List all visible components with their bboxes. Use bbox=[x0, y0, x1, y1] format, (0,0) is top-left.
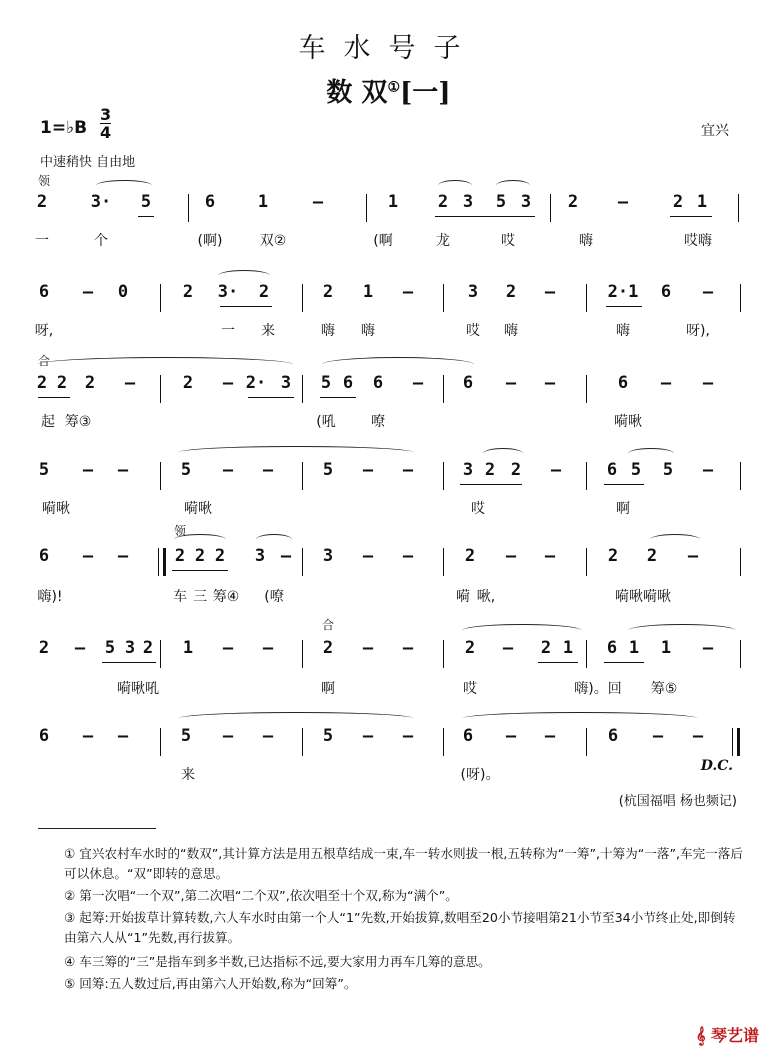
footnote-4: ④ 车三筹的“三”是指车到多半数,已达指标不远,要大家用力再车几筹的意思。 bbox=[64, 954, 491, 969]
lyrics-row-2 bbox=[34, 320, 743, 340]
note: 6 bbox=[462, 726, 474, 746]
note: 6 bbox=[372, 373, 384, 393]
underline bbox=[670, 216, 712, 217]
song-subtitle bbox=[0, 72, 777, 109]
note: 1 bbox=[182, 638, 194, 658]
note: – bbox=[402, 726, 414, 746]
note: – bbox=[412, 373, 424, 393]
subtitle-suffix: [一] bbox=[400, 78, 451, 108]
barline bbox=[738, 194, 739, 222]
note: 5 bbox=[104, 638, 116, 658]
meter-bottom: 4 bbox=[100, 123, 112, 142]
barline bbox=[188, 194, 189, 222]
note: 3 bbox=[462, 460, 474, 480]
barline bbox=[586, 462, 587, 490]
note: – bbox=[702, 373, 714, 393]
underline bbox=[138, 216, 154, 217]
lyric: 嗬啾 bbox=[184, 501, 212, 517]
barline bbox=[160, 640, 161, 668]
note: 5 bbox=[180, 460, 192, 480]
note: 2 bbox=[540, 638, 552, 658]
note: 2 bbox=[464, 638, 476, 658]
note: – bbox=[702, 282, 714, 302]
note: 3 bbox=[124, 638, 136, 658]
barline bbox=[586, 284, 587, 312]
note: – bbox=[702, 638, 714, 658]
note: – bbox=[402, 460, 414, 480]
logo-text: 琴艺谱 bbox=[710, 1026, 759, 1045]
note: – bbox=[505, 546, 517, 566]
lyrics-row-1 bbox=[35, 230, 743, 250]
slur bbox=[650, 534, 700, 545]
slur bbox=[462, 624, 582, 637]
slur bbox=[256, 534, 292, 545]
lyric: 嘹 bbox=[371, 414, 385, 430]
note: – bbox=[222, 726, 234, 746]
role-mark: 领 bbox=[174, 524, 187, 538]
underline bbox=[460, 484, 522, 485]
barline bbox=[740, 462, 741, 490]
lyric: (嘹 bbox=[264, 589, 284, 605]
lyric: 哎嗨 bbox=[684, 233, 712, 249]
barline bbox=[550, 194, 551, 222]
barline bbox=[302, 640, 303, 668]
lyric: 哎 bbox=[466, 323, 480, 339]
lyric: 筹④ bbox=[212, 589, 240, 605]
note: – bbox=[312, 192, 324, 212]
footnote-3: ③ 起筹:开始拔草计算转数,六人车水时由第一个人“1”先数,开始拔算,数唱至20小节接唱第21小节至34小节终止处,即倒转由第六人从“1”先数,再行拔算。 bbox=[64, 910, 736, 945]
note: 2 bbox=[437, 192, 449, 212]
note: – bbox=[505, 726, 517, 746]
note: 5 bbox=[180, 726, 192, 746]
staff-row-5 bbox=[38, 546, 743, 580]
footnote-1: ① 宜兴农村车水时的“数双”,其计算方法是用五根草结成一束,车一转水则拔一根,五转称为“一筹”,十筹为“一落”,车完一落后可以休息。“双”即转的意思。 bbox=[64, 846, 743, 881]
lyric: 起 bbox=[41, 414, 55, 430]
note: 2 bbox=[38, 638, 50, 658]
note: 6 bbox=[342, 373, 354, 393]
note: – bbox=[402, 546, 414, 566]
note: 2 bbox=[174, 546, 186, 566]
key-signature: 1=♭B bbox=[40, 118, 88, 138]
time-signature bbox=[100, 106, 111, 141]
note: 2 bbox=[505, 282, 517, 302]
lyric: 哎 bbox=[463, 681, 477, 697]
note: 2 bbox=[258, 282, 270, 302]
slur bbox=[178, 712, 414, 725]
lyric: 双② bbox=[259, 233, 287, 249]
underline bbox=[606, 306, 642, 307]
lyrics-row-5 bbox=[38, 586, 743, 606]
note: 2 bbox=[672, 192, 684, 212]
lyric: 来 bbox=[261, 323, 275, 339]
footnote-5: ⑤ 回筹:五人数过后,再由第六人开始数,称为“回筹”。 bbox=[64, 976, 357, 991]
slur bbox=[38, 357, 293, 372]
note: 5 bbox=[320, 373, 332, 393]
note: 1 bbox=[362, 282, 374, 302]
barline bbox=[443, 284, 444, 312]
note: – bbox=[280, 546, 292, 566]
lyric: 三 bbox=[193, 589, 207, 605]
note: 2 bbox=[182, 282, 194, 302]
region-label: 宜兴 bbox=[701, 123, 729, 139]
logo-icon: 𝄞 bbox=[695, 1026, 711, 1045]
barline bbox=[740, 640, 741, 668]
lyric: 筹⑤ bbox=[650, 681, 678, 697]
note: – bbox=[692, 726, 704, 746]
note: 6 bbox=[660, 282, 672, 302]
note: 0 bbox=[117, 282, 129, 302]
note: – bbox=[362, 546, 374, 566]
lyric: 嗨)! bbox=[37, 589, 63, 605]
lyric: 嗨 bbox=[579, 233, 593, 249]
lyric: (啊) bbox=[197, 233, 223, 249]
barline bbox=[443, 548, 444, 576]
note: 1 bbox=[628, 638, 640, 658]
lyric: 龙 bbox=[436, 233, 450, 249]
note: – bbox=[117, 546, 129, 566]
barline bbox=[302, 284, 303, 312]
note: 6 bbox=[607, 726, 619, 746]
lyric: 哎 bbox=[471, 501, 485, 517]
lyric: 嗨 bbox=[321, 323, 335, 339]
song-title: 车水号子 bbox=[298, 33, 479, 64]
note: – bbox=[550, 460, 562, 480]
lyric: (吼 bbox=[316, 414, 336, 430]
note: 6 bbox=[38, 546, 50, 566]
note: 2 bbox=[84, 373, 96, 393]
lyric: 嗨 bbox=[361, 323, 375, 339]
note: 5 bbox=[662, 460, 674, 480]
meter-top: 3 bbox=[100, 105, 112, 124]
lyric: 呀), bbox=[686, 323, 710, 339]
barline bbox=[443, 640, 444, 668]
note: – bbox=[402, 638, 414, 658]
note: – bbox=[82, 546, 94, 566]
note: – bbox=[362, 726, 374, 746]
note: 3 bbox=[254, 546, 266, 566]
underline bbox=[220, 306, 272, 307]
slur bbox=[438, 180, 472, 191]
note: 2· bbox=[245, 373, 267, 393]
note: 2 bbox=[214, 546, 226, 566]
note: – bbox=[74, 638, 86, 658]
role-mark: 领 bbox=[38, 174, 51, 188]
note: 2 bbox=[36, 192, 48, 212]
lyric: 来 bbox=[181, 767, 195, 783]
staff-row-7 bbox=[38, 726, 743, 760]
underline bbox=[538, 662, 578, 663]
note: 6 bbox=[462, 373, 474, 393]
lyric: 车 bbox=[173, 589, 187, 605]
note: – bbox=[82, 726, 94, 746]
note: 6 bbox=[38, 726, 50, 746]
note: – bbox=[660, 373, 672, 393]
slur bbox=[218, 270, 270, 281]
barline bbox=[160, 375, 161, 403]
staff-row-2 bbox=[38, 282, 743, 316]
lyric: 啾, bbox=[476, 589, 496, 605]
note: 6 bbox=[606, 460, 618, 480]
slur bbox=[496, 180, 530, 191]
lyric: 哎 bbox=[501, 233, 515, 249]
lyric: 啊 bbox=[616, 501, 630, 517]
note: – bbox=[687, 546, 699, 566]
role-mark: 合 bbox=[322, 618, 335, 632]
lyric: 呀, bbox=[34, 323, 54, 339]
barline bbox=[302, 462, 303, 490]
note: – bbox=[124, 373, 136, 393]
barline bbox=[586, 375, 587, 403]
note: – bbox=[502, 638, 514, 658]
barline bbox=[740, 548, 741, 576]
barline bbox=[740, 284, 741, 312]
note: – bbox=[262, 638, 274, 658]
lyrics-row-6 bbox=[38, 678, 743, 698]
note: – bbox=[544, 282, 556, 302]
underline bbox=[435, 216, 535, 217]
note: – bbox=[117, 726, 129, 746]
staff-row-1 bbox=[38, 192, 743, 226]
lyric: 嗬啾 bbox=[42, 501, 70, 517]
lyric: 一 bbox=[35, 233, 49, 249]
slur bbox=[174, 534, 226, 545]
note: 6 bbox=[606, 638, 618, 658]
note: – bbox=[262, 460, 274, 480]
lyric: 嗨)。回 bbox=[574, 681, 622, 697]
lyric: (啊 bbox=[373, 233, 393, 249]
note: 2 bbox=[646, 546, 658, 566]
note: – bbox=[362, 460, 374, 480]
lyrics-row-3 bbox=[38, 411, 743, 431]
footnote-divider bbox=[38, 828, 156, 829]
lyric: 嗬啾嗬啾 bbox=[615, 589, 671, 605]
note: 5 bbox=[630, 460, 642, 480]
barline bbox=[160, 728, 161, 756]
lyric: (呀)。 bbox=[460, 767, 500, 783]
lyric: 嗬 bbox=[456, 589, 470, 605]
underline bbox=[320, 397, 356, 398]
underline bbox=[172, 570, 228, 571]
note: – bbox=[362, 638, 374, 658]
underline bbox=[248, 397, 294, 398]
note: 2 bbox=[322, 282, 334, 302]
note: 2 bbox=[194, 546, 206, 566]
note: 3 bbox=[462, 192, 474, 212]
note: 1 bbox=[696, 192, 708, 212]
lyric: 嗨 bbox=[504, 323, 518, 339]
note: 3· bbox=[217, 282, 239, 302]
subtitle-footnote-mark: ① bbox=[387, 79, 400, 96]
lyric: 嗬啾吼 bbox=[117, 681, 159, 697]
note: 6 bbox=[204, 192, 216, 212]
note: – bbox=[222, 373, 234, 393]
underline bbox=[102, 662, 156, 663]
final-barline bbox=[732, 728, 740, 756]
note: – bbox=[702, 460, 714, 480]
note: 3 bbox=[280, 373, 292, 393]
slur bbox=[628, 448, 674, 459]
note: 1 bbox=[387, 192, 399, 212]
note: 1 bbox=[660, 638, 672, 658]
note: 2 bbox=[567, 192, 579, 212]
role-mark: 合 bbox=[38, 354, 51, 368]
slur bbox=[322, 357, 474, 372]
note: 5 bbox=[322, 726, 334, 746]
note: – bbox=[544, 373, 556, 393]
note: – bbox=[617, 192, 629, 212]
note: 2 bbox=[464, 546, 476, 566]
note: 5 bbox=[140, 192, 152, 212]
lyric: 筹③ bbox=[64, 414, 92, 430]
slur bbox=[483, 448, 523, 459]
note: – bbox=[262, 726, 274, 746]
lyric: 啊 bbox=[321, 681, 335, 697]
note: 2·1 bbox=[607, 282, 639, 302]
subtitle-text: 数 双 bbox=[326, 78, 388, 108]
barline bbox=[443, 728, 444, 756]
barline bbox=[586, 548, 587, 576]
lyrics-row-7 bbox=[38, 764, 743, 784]
barline bbox=[443, 375, 444, 403]
note: 3 bbox=[520, 192, 532, 212]
double-barline bbox=[158, 548, 166, 576]
lyric: 一 bbox=[221, 323, 235, 339]
note: 1 bbox=[257, 192, 269, 212]
underline bbox=[604, 484, 644, 485]
barline bbox=[302, 548, 303, 576]
note: 3 bbox=[467, 282, 479, 302]
underline bbox=[604, 662, 644, 663]
barline bbox=[366, 194, 367, 222]
note: – bbox=[222, 460, 234, 480]
da-capo-mark: D.C. bbox=[700, 758, 733, 774]
slur bbox=[96, 180, 152, 191]
note: 2 bbox=[36, 373, 48, 393]
note: 1 bbox=[562, 638, 574, 658]
note: – bbox=[544, 726, 556, 746]
note: 5 bbox=[495, 192, 507, 212]
staff-row-6 bbox=[38, 638, 743, 672]
note: 2 bbox=[607, 546, 619, 566]
note: – bbox=[82, 282, 94, 302]
note: 6 bbox=[617, 373, 629, 393]
slur bbox=[462, 712, 698, 725]
barline bbox=[302, 728, 303, 756]
tempo-marking: 中速稍快 自由地 bbox=[40, 155, 136, 170]
credit-line: (杭国福唱 杨也频记) bbox=[618, 794, 737, 809]
note: 2 bbox=[56, 373, 68, 393]
note: 2 bbox=[142, 638, 154, 658]
note: – bbox=[652, 726, 664, 746]
staff-row-3 bbox=[38, 373, 743, 407]
note: – bbox=[505, 373, 517, 393]
barline bbox=[586, 728, 587, 756]
lyric: 嗨 bbox=[616, 323, 630, 339]
note: 3· bbox=[90, 192, 112, 212]
footnote-2: ② 第一次唱“一个双”,第二次唱“二个双”,依次唱至十个双,称为“满个”。 bbox=[64, 888, 458, 903]
barline bbox=[160, 284, 161, 312]
note: 5 bbox=[322, 460, 334, 480]
barline bbox=[160, 462, 161, 490]
note: 5 bbox=[38, 460, 50, 480]
lyric: 嗬啾 bbox=[614, 414, 642, 430]
note: 3 bbox=[322, 546, 334, 566]
site-logo bbox=[696, 1023, 759, 1046]
note: 2 bbox=[484, 460, 496, 480]
lyric: 个 bbox=[94, 233, 108, 249]
slur bbox=[178, 446, 414, 459]
lyrics-row-4 bbox=[38, 498, 743, 518]
slur bbox=[628, 624, 736, 637]
note: – bbox=[82, 460, 94, 480]
barline bbox=[302, 375, 303, 403]
note: – bbox=[544, 546, 556, 566]
note: 2 bbox=[322, 638, 334, 658]
underline bbox=[38, 397, 70, 398]
note: – bbox=[222, 638, 234, 658]
note: 6 bbox=[38, 282, 50, 302]
note: 2 bbox=[182, 373, 194, 393]
barline bbox=[443, 462, 444, 490]
note: 2 bbox=[510, 460, 522, 480]
staff-row-4 bbox=[38, 460, 743, 494]
note: – bbox=[402, 282, 414, 302]
barline bbox=[586, 640, 587, 668]
note: – bbox=[117, 460, 129, 480]
